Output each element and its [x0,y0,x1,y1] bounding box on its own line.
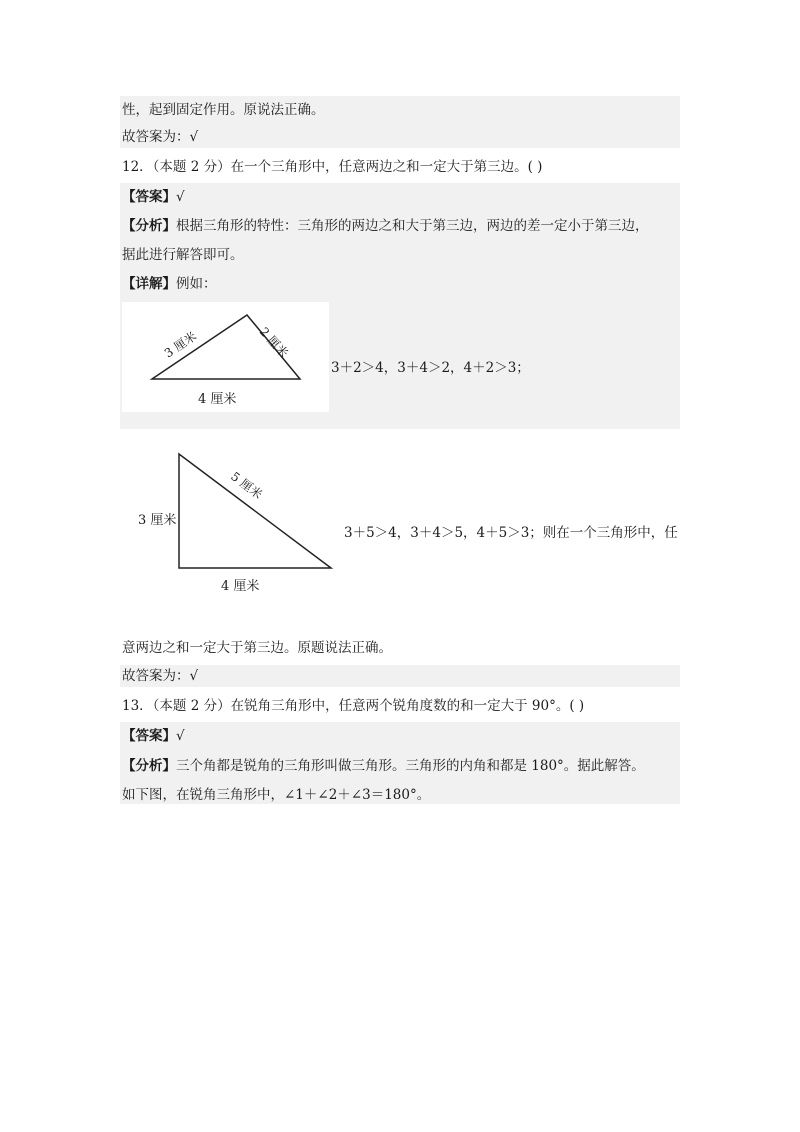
answer-value: √ [176,189,185,205]
conclusion-12: 意两边之和一定大于第三边。原题说法正确。 [122,640,392,656]
tri1-side-a-label: 3 厘米 [161,329,200,361]
tri1-side-b-label: 2 厘米 [256,324,291,361]
answer-13 [122,726,185,746]
analysis-tag: 【分析】 [122,218,176,234]
answer-12 [122,187,185,207]
answer-value: √ [176,728,185,744]
triangle-figure-1 [122,302,329,412]
analysis-12 [122,216,649,236]
inequality-line-1: 3＋2＞4，3＋4＞2，4＋2＞3； [331,360,530,376]
question-12: 12．（本题 2 分）在一个三角形中，任意两边之和一定大于第三边。( ) [122,159,543,175]
detail-12 [122,274,217,294]
analysis-13 [122,756,645,776]
shade-block-3 [120,665,680,687]
analysis-12-cont: 据此进行解答即可。 [122,247,244,263]
tri1-base-label: 4 厘米 [198,392,237,407]
triangle-figure-2 [130,442,345,602]
analysis-text: 根据三角形的特性：三角形的两边之和大于第三边，两边的差一定小于第三边， [176,218,649,234]
text-line-1: 性，起到固定作用。原说法正确。 [122,102,325,118]
tri2-base-label: 4 厘米 [221,579,260,594]
detail-text: 例如： [176,276,217,292]
question-13: 13．（本题 2 分）在锐角三角形中，任意两个锐角度数的和一定大于 90°。( ) [122,698,585,714]
inequality-line-2: 3＋5＞4，3＋4＞5，4＋5＞3；则在一个三角形中，任 [344,525,678,541]
analysis-13-cont: 如下图，在锐角三角形中，∠1＋∠2＋∠3＝180°。 [122,787,431,803]
answer-tag: 【答案】 [122,189,176,205]
tri2-left-label: 3 厘米 [138,513,177,528]
analysis-text: 三个角都是锐角的三角形叫做三角形。三角形的内角和都是 180°。据此解答。 [176,758,645,774]
answer-line-11: 故答案为：√ [122,129,199,145]
answer-tag: 【答案】 [122,728,176,744]
detail-tag: 【详解】 [122,276,176,292]
tri2-hyp-label: 5 厘米 [228,469,265,502]
answer-line-12: 故答案为：√ [122,668,199,684]
analysis-tag: 【分析】 [122,758,176,774]
